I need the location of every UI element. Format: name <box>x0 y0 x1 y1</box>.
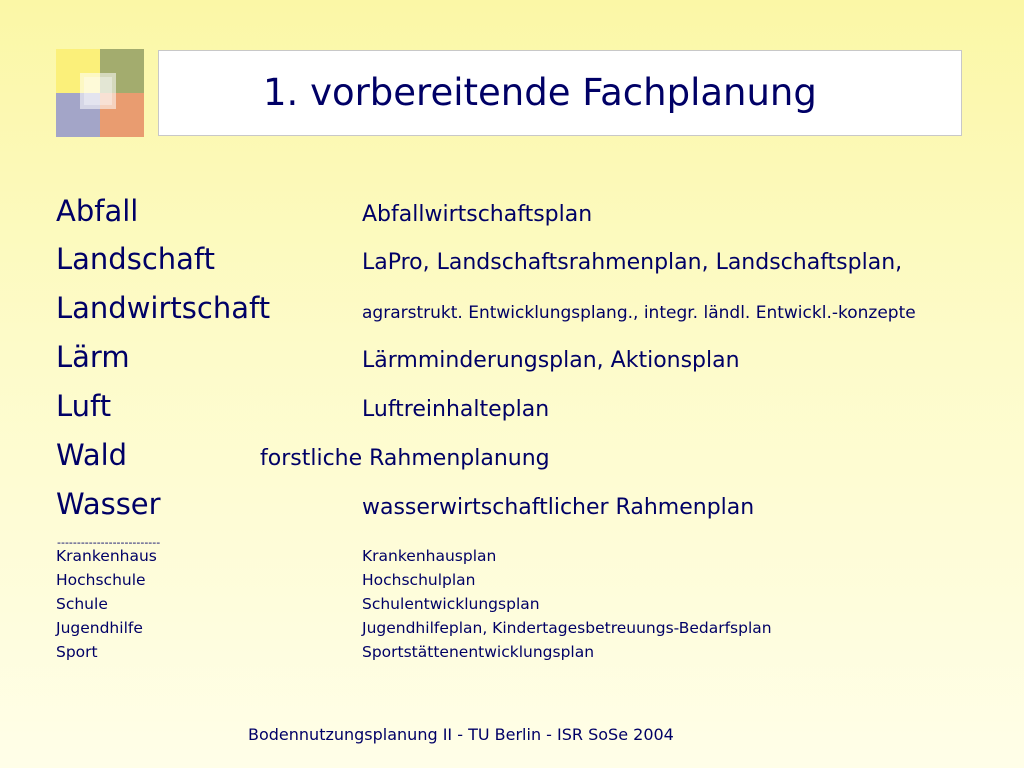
main-row-label: Landschaft <box>56 242 215 276</box>
main-row-value: Abfallwirtschaftsplan <box>362 202 593 227</box>
secondary-row-schule <box>0 595 1024 619</box>
title-box <box>158 50 962 136</box>
main-row-label: Luft <box>56 389 112 423</box>
main-row-label: Abfall <box>56 194 139 228</box>
secondary-row-label: Hochschule <box>56 571 146 589</box>
main-row-luft <box>0 389 1024 437</box>
secondary-row-label: Krankenhaus <box>56 547 157 565</box>
secondary-row-label: Jugendhilfe <box>56 619 143 637</box>
secondary-row-value: Krankenhausplan <box>362 547 497 565</box>
main-row-wasser <box>0 487 1024 535</box>
secondary-row-value: Hochschulplan <box>362 571 476 589</box>
main-row-value: Lärmminderungsplan, Aktionsplan <box>362 348 740 373</box>
main-row-label: Wald <box>56 438 128 472</box>
main-row-label: Landwirtschaft <box>56 291 271 325</box>
secondary-row-value: Jugendhilfeplan, Kindertagesbetreuungs-Bedarfsplan <box>362 619 772 637</box>
secondary-row-label: Schule <box>56 595 108 613</box>
main-row-landschaft <box>0 242 1024 290</box>
secondary-row-jugendhilfe <box>0 619 1024 643</box>
slide-title: 1. vorbereitende Fachplanung <box>263 71 817 114</box>
section-divider: -------------------------- <box>57 536 161 549</box>
main-row-label: Lärm <box>56 340 130 374</box>
main-row-value: forstliche Rahmenplanung <box>260 446 550 471</box>
slide-logo <box>56 49 144 137</box>
slide-footer: Bodennutzungsplanung II - TU Berlin - ISR SoSe 2004 <box>248 725 674 744</box>
main-row-value: agrarstrukt. Entwicklungsplang., integr. ländl. Entwickl.-konzepte <box>362 303 916 323</box>
main-row-landwirtschaft <box>0 291 1024 339</box>
secondary-row-sport <box>0 643 1024 667</box>
logo-square-center-inner <box>84 77 112 105</box>
main-row-laerm <box>0 340 1024 388</box>
secondary-row-krankenhaus <box>0 547 1024 571</box>
main-row-label: Wasser <box>56 487 161 521</box>
secondary-row-value: Schulentwicklungsplan <box>362 595 540 613</box>
main-row-wald <box>0 438 1024 486</box>
main-row-abfall <box>0 194 1024 242</box>
secondary-row-hochschule <box>0 571 1024 595</box>
main-row-value: wasserwirtschaftlicher Rahmenplan <box>362 495 755 520</box>
main-row-value: Luftreinhalteplan <box>362 397 550 422</box>
secondary-row-value: Sportstättenentwicklungsplan <box>362 643 595 661</box>
main-row-value: LaPro, Landschaftsrahmenplan, Landschaftsplan, <box>362 250 903 275</box>
secondary-row-label: Sport <box>56 643 98 661</box>
